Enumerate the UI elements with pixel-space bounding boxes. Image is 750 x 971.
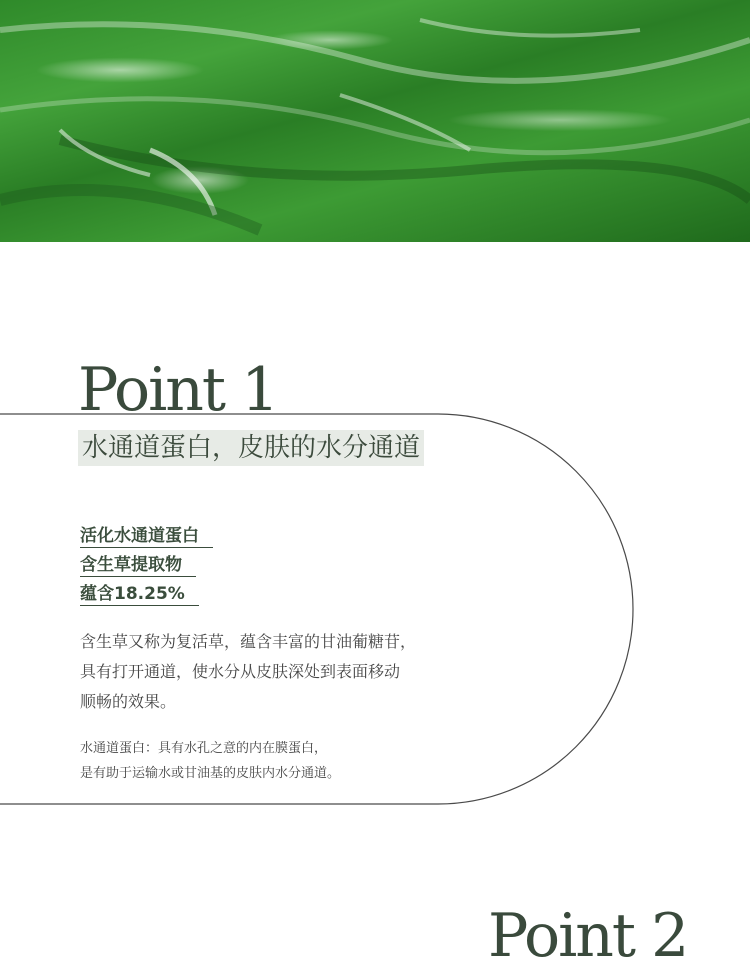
description-line: 顺畅的效果。 xyxy=(80,692,177,711)
point-1-title: Point 1 xyxy=(78,355,278,425)
highlight-line: 蕴含18.25% xyxy=(80,583,199,606)
description-line: 具有打开通道，使水分从皮肤深处到表面移动 xyxy=(80,662,401,681)
description-line: 含生草又称为复活草，蕴含丰富的甘油葡糖苷， xyxy=(80,632,417,651)
highlight-line: 活化水通道蛋白 xyxy=(80,525,213,548)
footnote-line: 是有助于运输水或甘油基的皮肤内水分通道。 xyxy=(80,766,341,781)
point-1-subtitle: 水通道蛋白，皮肤的水分通道 xyxy=(78,430,424,466)
description-paragraph xyxy=(80,627,500,717)
footnote-line: 水通道蛋白：具有水孔之意的内在膜蛋白， xyxy=(80,741,328,756)
footnote-paragraph xyxy=(80,736,480,786)
point-2-title: Point 2 xyxy=(488,901,688,971)
highlight-line: 含生草提取物 xyxy=(80,554,196,577)
